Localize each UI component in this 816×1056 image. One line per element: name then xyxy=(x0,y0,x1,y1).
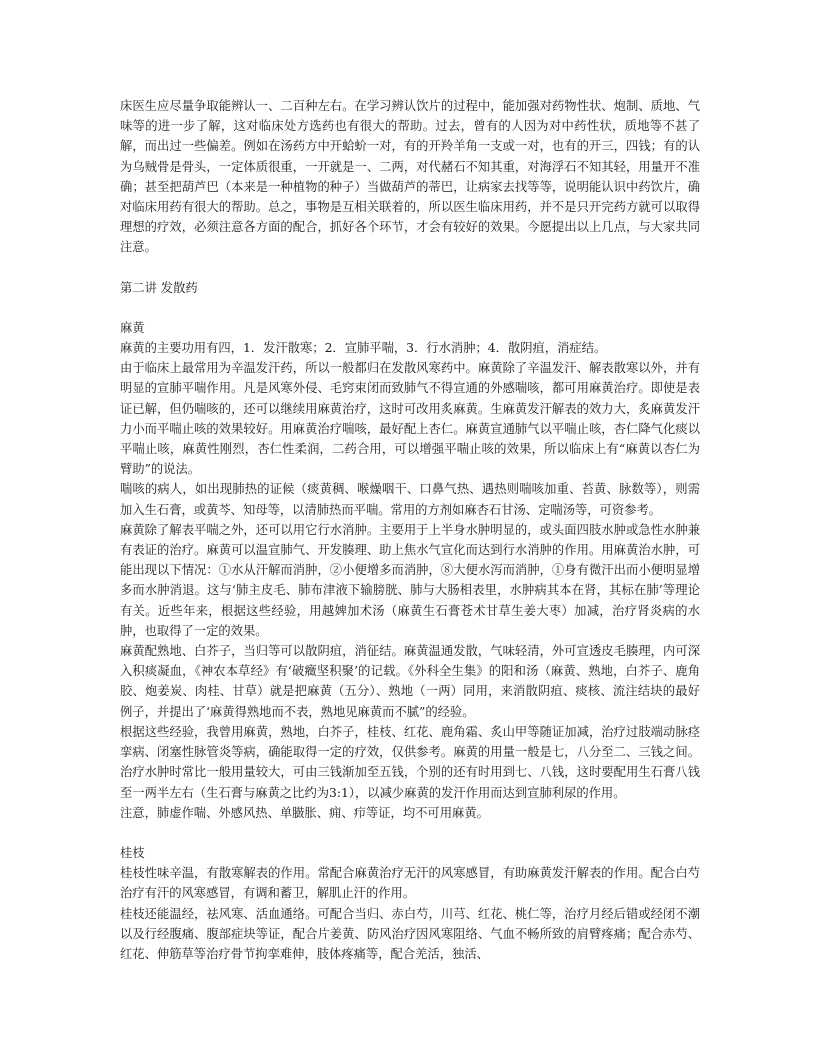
paragraph: 麻黄配熟地、白芥子，当归等可以散阴疽，消征结。麻黄温通发散，气味轻清，外可宣透皮毛腠理，内可深入积痰凝血，《神农本草经》有‘破癥坚积聚’的记载。《外科全生集》的阳和汤（麻黄、熟地，白芥子、鹿角胶、炮姜炭、肉桂、甘草）就是把麻黄（五分）、熟地（一两）同用，来消散阴疽、痰核、流注结块的最好例子，并提出了‘麻黄得熟地而不表，熟地见麻黄而不腻”的经验。 xyxy=(120,644,700,719)
paragraph: 由于临床上最常用为辛温发汗药，所以一般都归在发散风寒药中。麻黄除了辛温发汗、解表散寒以外，并有明显的宣肺平喘作用。凡是风寒外侵、毛窍束闭而致肺气不得宣通的外感喘咳，都可用麻黄治疗。即使是表证已解，但仍喘咳的，还可以继续用麻黄治疗，这时可改用炙麻黄。生麻黄发汗解表的效力大，炙麻黄发汗力小而平喘止咳的效果较好。用麻黄治疗喘咳，最好配上杏仁。麻黄宣通肺气以平喘止咳，杏仁降气化痰以平喘止咳，麻黄性刚烈，杏仁性柔润，二药合用，可以增强平喘止咳的效果，所以临床上有“麻黄以杏仁为臂助”的说法。 xyxy=(120,361,700,477)
section-heading-guizhi: 桂枝 xyxy=(120,845,145,860)
section-guizhi xyxy=(120,843,700,964)
section-heading-mahuang: 麻黄 xyxy=(120,320,145,335)
paragraph: 桂枝还能温经，祛风寒、活血通络。可配合当归、赤白芍，川芎、红花、桃仁等，治疗月经后错或经闭不潮以及行经腹痛、腹部症块等证，配合片姜黄、防风治疗因风寒阻络、气血不畅所致的肩臂疼痛；配合赤芍、红花、伸筋草等治疗骨节拘挛难伸，肢体疼痛等，配合羌活，独活、 xyxy=(120,906,700,961)
paragraph: 桂枝性味辛温，有散寒解表的作用。常配合麻黄治疗无汗的风寒感冒，有助麻黄发汗解表的作用。配合白芍治疗有汗的风寒感冒，有调和蓄卫，解肌止汗的作用。 xyxy=(120,866,700,901)
document-page xyxy=(120,96,700,964)
section-mahuang xyxy=(120,318,700,823)
paragraph: 注意，肺虚作喘、外感风热、单臌胀、痈、疖等证，均不可用麻黄。 xyxy=(120,805,489,820)
intro-paragraph: 床医生应尽量争取能辨认一、二百种左右。在学习辨认饮片的过程中，能加强对药物性状、炮制、质地、气味等的进一步了解，这对临床处方选药也有很大的帮助。过去，曾有的人因为对中药性状，质地等不甚了解，而出过一些偏差。例如在汤药方中开蛤蚧一对，有的开羚羊角一支或一对，也有的开三，四钱；有的认为乌贼骨是骨头，一定体质很重，一开就是一、二两，对代赭石不知其重，对海浮石不知其轻，用量开不准确；甚至把葫芦巴（本来是一种植物的种子）当做葫芦的蒂巴，让病家去找等等，说明能认识中药饮片，确对临床用药有很大的帮助。总之，事物是互相关联着的，所以医生临床用药，并不是只开完药方就可以取得理想的疗效，必须注意各方面的配合，抓好各个环节，才会有较好的效果。今愿提出以上几点，与大家共同注意。 xyxy=(120,99,700,255)
paragraph: 麻黄的主要功用有四，1．发汗散寒；2．宣肺平喘，3．行水消肿；4．散阴疽，消症结。 xyxy=(120,341,607,356)
paragraph: 根据这些经验，我曾用麻黄，熟地，白芥子，桂枝、红花、鹿角霜、炙山甲等随证加减，治疗过肢端动脉痉挛病、闭塞性脉管炎等病，确能取得一定的疗效，仅供参考。麻黄的用量一般是七，八分至二、三钱之间。治疗水肿时常比一般用量较大，可由三钱渐加至五钱，个别的还有时用到七、八钱，这时要配用生石膏八钱至一两半左右（生石膏与麻黄之比约为3:1），以减少麻黄的发汗作用而达到宣肺利尿的作用。 xyxy=(120,724,700,800)
paragraph: 喘咳的病人，如出现肺热的证候（痰黄稠、喉燥咽干、口鼻气热、遇热则喘咳加重、苔黄、脉数等），则需加入生石膏，或黄芩、知母等，以清肺热而平喘。常用的方剂如麻杏石甘汤、定喘汤等，可资参考。 xyxy=(120,482,700,517)
paragraph: 麻黄除了解表平喘之外，还可以用它行水消肿。主要用于上半身水肿明显的，或头面四肢水肿或急性水肿兼有表证的治疗。麻黄可以温宣肺气、开发腠理、助上焦水气宣化而达到行水消肿的作用。用麻黄治水肿，可能出现以下情况：①水从汗解而消肿，②小便增多而消肿，⑧大便水泻而消肿，①身有微汗出而小便明显增多而水肿消退。这与‘肺主皮毛、肺布津液下输膀胱、肺与大肠相表里，水肿病其本在肾，其标在肺’等理论有关。近些年来，根据这些经验，用越婢加术汤（麻黄生石膏苍术甘草生姜大枣）加减，治疗肾炎病的水肿，也取得了一定的效果。 xyxy=(120,522,700,638)
lecture-title: 第二讲 发散药 xyxy=(120,280,198,295)
